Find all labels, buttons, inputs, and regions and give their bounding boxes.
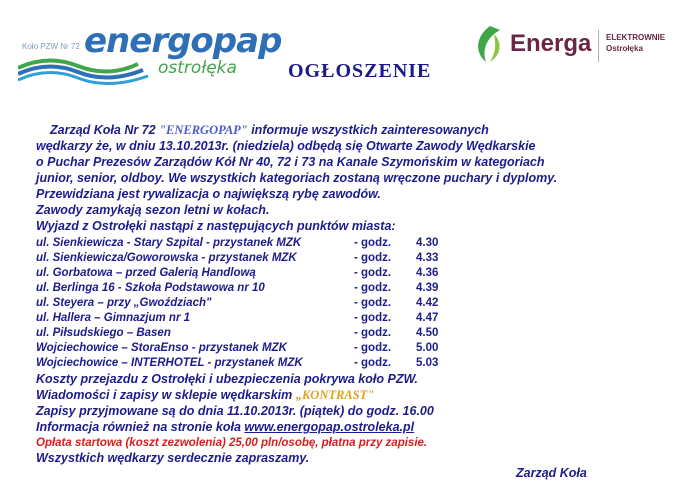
website-link[interactable]: www.energopap.ostroleka.pl: [244, 420, 415, 434]
energa-line-2: Ostrołęka: [606, 44, 643, 53]
stop-godz: - godz.: [354, 282, 392, 294]
energa-subtitle: [606, 32, 665, 54]
stop-name: Wojciechowice – INTERHOTEL - przystanek MZK: [36, 357, 303, 369]
stop-time: 4.42: [416, 297, 439, 309]
stop-godz: - godz.: [354, 342, 392, 354]
stop-time: 5.00: [416, 342, 439, 354]
footer-line-1: Koszty przejazdu z Ostrołęki i ubezpieczenia pokrywa koło PZW.: [36, 372, 418, 386]
footer-line-2: [36, 388, 374, 403]
para-line-1c: informuje wszystkich zainteresowanych: [247, 123, 489, 137]
stop-name: ul. Berlinga 16 - Szkoła Podstawowa nr 10: [36, 282, 265, 294]
para-line-1a: Zarząd Koła Nr 72: [50, 123, 160, 137]
footer-line-2a: Wiadomości i zapisy w sklepie wędkarskim: [36, 388, 296, 402]
stop-godz: - godz.: [354, 327, 392, 339]
logo-sub-text: ostrołęka: [158, 58, 237, 78]
footer-line-4: [36, 420, 414, 435]
logo-separator: [598, 30, 599, 62]
stop-godz: - godz.: [354, 312, 392, 324]
stop-time: 4.39: [416, 282, 439, 294]
para-line-7: Wyjazd z Ostrołęki nastąpi z następujących punktów miasta:: [36, 219, 396, 233]
stop-name: ul. Gorbatowa – przed Galerią Handlową: [36, 267, 256, 279]
stop-godz: - godz.: [354, 357, 392, 369]
stop-time: 4.36: [416, 267, 439, 279]
stop-time: 4.33: [416, 252, 439, 264]
stop-godz: - godz.: [354, 297, 392, 309]
stop-godz: - godz.: [354, 267, 392, 279]
stop-name: ul. Piłsudskiego – Basen: [36, 327, 171, 339]
stop-name: Wojciechowice – StoraEnso - przystanek MZK: [36, 342, 287, 354]
para-line-2: wędkarzy że, w dniu 13.10.2013r. (niedziela) odbędą się Otwarte Zawody Wędkarskie: [36, 139, 536, 153]
energa-line-1: ELEKTROWNIE: [606, 33, 666, 42]
stop-name: ul. Hallera – Gimnazjum nr 1: [36, 312, 191, 324]
stop-name: ul. Steyera – przy „Gwoździach": [36, 297, 212, 309]
club-name: "ENERGOPAP": [159, 123, 248, 137]
stop-name: ul. Sienkiewicza/Goworowska - przystanek MZK: [36, 252, 297, 264]
para-line-1: [36, 123, 489, 138]
signature: Zarząd Koła: [516, 466, 587, 480]
footer-line-6: Wszystkich wędkarzy serdecznie zapraszamy.: [36, 451, 310, 465]
logo-club-label: Koło PZW Nr 72: [22, 42, 80, 51]
stop-time: 4.50: [416, 327, 439, 339]
energa-leaf-icon: [472, 24, 506, 64]
fee-notice: Opłata startowa (koszt zezwolenia) 25,00 pln/osobę, płatna przy zapisie.: [36, 437, 428, 449]
stop-time: 4.47: [416, 312, 439, 324]
stop-godz: - godz.: [354, 237, 392, 249]
shop-name: „KONTRAST": [295, 388, 375, 402]
stop-time: 5.03: [416, 357, 439, 369]
stop-time: 4.30: [416, 237, 439, 249]
footer-line-3: Zapisy przyjmowane są do dnia 11.10.2013r. (piątek) do godz. 16.00: [36, 404, 434, 418]
para-line-5: Przewidziana jest rywalizacja o największą rybę zawodów.: [36, 187, 381, 201]
stop-name: ul. Sienkiewicza - Stary Szpital - przystanek MZK: [36, 237, 302, 249]
para-line-4: junior, senior, oldboy. We wszystkich kategoriach zostaną wręczone puchary i dyplomy.: [36, 171, 558, 185]
page-title: OGŁOSZENIE: [288, 60, 432, 82]
logo-brand-text: energopap: [84, 21, 282, 61]
energa-brand-text: Energa: [510, 30, 592, 57]
para-line-6: Zawody zamykają sezon letni w kołach.: [36, 203, 270, 217]
wave-icon: [18, 54, 158, 88]
footer-line-4a: Informacja również na stronie koła: [36, 420, 245, 434]
para-line-3: o Puchar Prezesów Zarządów Kół Nr 40, 72 i 73 na Kanale Szymońskim w kategoriach: [36, 155, 545, 169]
energopap-logo: [18, 16, 282, 86]
energa-logo: [470, 20, 680, 80]
stop-godz: - godz.: [354, 252, 392, 264]
